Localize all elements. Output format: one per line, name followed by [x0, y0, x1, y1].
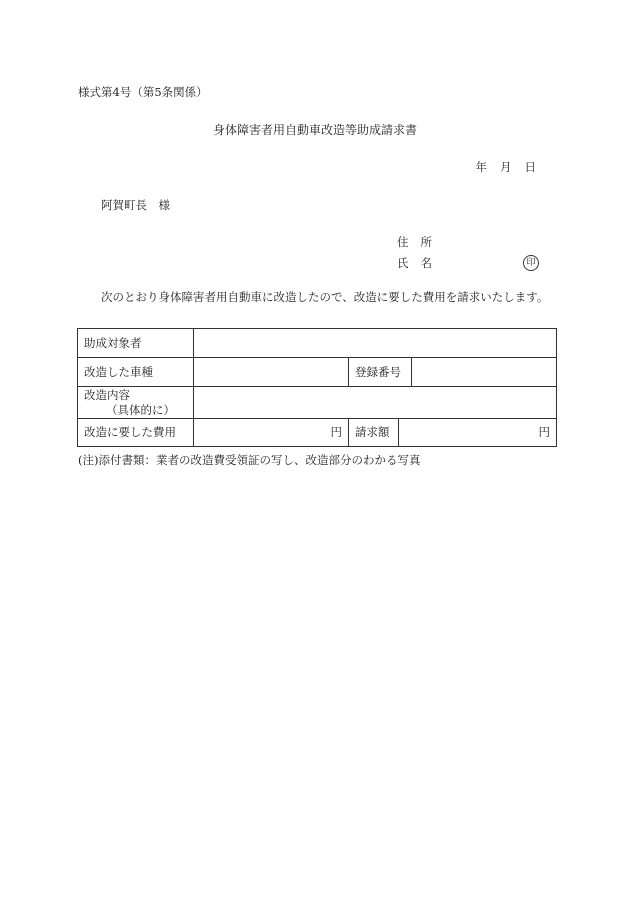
content-label-line1: 改造内容	[84, 387, 130, 402]
document-title: 身体障害者用自動車改造等助成請求書	[212, 123, 417, 137]
table-row	[78, 329, 557, 358]
form-number: 様式第4号（第5条関係）	[78, 85, 208, 99]
intro-text: 次のとおり身体障害者用自動車に改造したので、改造に要した費用を請求いたします。	[101, 290, 549, 304]
table-row	[78, 358, 557, 387]
name-label	[397, 258, 432, 270]
name-label-char-1: 氏	[397, 256, 409, 270]
registration-label: 登録番号	[349, 358, 412, 387]
address-label-char-1: 住	[397, 235, 409, 249]
claim-label: 請求額	[349, 419, 399, 447]
address-label	[397, 237, 432, 249]
cost-unit: 円	[330, 425, 342, 440]
claim-input-cell[interactable]	[399, 419, 557, 447]
address-label-char-2: 所	[420, 235, 432, 249]
date-month: 月	[500, 160, 512, 174]
subject-label: 助成対象者	[78, 329, 194, 358]
registration-input-cell[interactable]	[412, 358, 557, 387]
content-input-cell[interactable]	[194, 387, 557, 419]
recipient: 阿賀町長 様	[101, 198, 170, 212]
cost-label: 改造に要した費用	[78, 419, 194, 447]
date-line	[463, 162, 537, 174]
seal-mark: 印	[523, 255, 539, 271]
table-row	[78, 419, 557, 447]
cost-input-cell[interactable]	[194, 419, 349, 447]
date-day: 日	[524, 160, 536, 174]
vehicle-label: 改造した車種	[78, 358, 194, 387]
subject-input-cell[interactable]	[194, 329, 557, 358]
content-label-line2: （具体的に）	[106, 402, 175, 417]
table-row	[78, 387, 557, 419]
claim-unit: 円	[538, 425, 550, 440]
vehicle-input-cell[interactable]	[194, 358, 349, 387]
application-form-table	[77, 328, 557, 447]
content-label	[78, 387, 194, 419]
attachment-note: (注)添付書類：業者の改造費受領証の写し、改造部分のわかる写真	[78, 453, 421, 467]
name-label-char-2: 名	[420, 256, 432, 270]
date-year: 年	[475, 160, 487, 174]
